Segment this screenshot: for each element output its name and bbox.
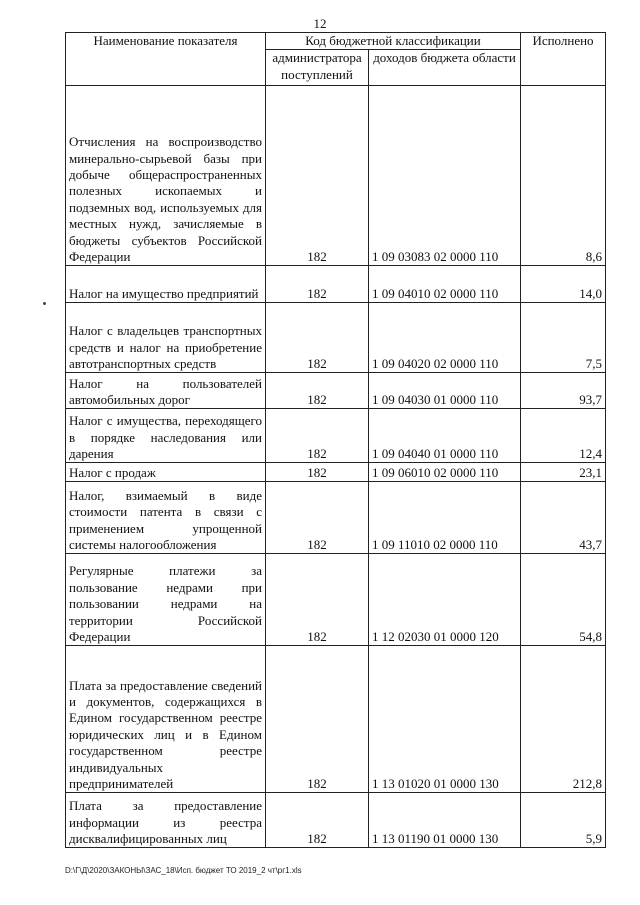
row-name: Налог, взимаемый в виде стоимости патента в связи с применением упрощенной системы налогообложения (66, 482, 266, 554)
row-admin: 182 (266, 409, 369, 463)
table-row (66, 86, 606, 266)
row-admin: 182 (266, 266, 369, 303)
header-executed: Исполнено (521, 33, 606, 86)
row-code: 1 09 04030 01 0000 110 (369, 373, 521, 409)
row-name: Плата за предоставление сведений и документов, содержащихся в Едином государственном реестре юридических лиц и в Едином государственном реестре индивидуальных предпринимателей (66, 646, 266, 793)
row-value: 54,8 (521, 554, 606, 646)
row-name: Налог на пользователей автомобильных дорог (66, 373, 266, 409)
page-number: 12 (313, 16, 327, 31)
table-row (66, 409, 606, 463)
row-value: 93,7 (521, 373, 606, 409)
row-code: 1 12 02030 01 0000 120 (369, 554, 521, 646)
table-row (66, 554, 606, 646)
row-code: 1 09 03083 02 0000 110 (369, 86, 521, 266)
row-admin: 182 (266, 373, 369, 409)
row-admin: 182 (266, 303, 369, 373)
row-code: 1 13 01190 01 0000 130 (369, 793, 521, 848)
row-value: 5,9 (521, 793, 606, 848)
header-name: Наименование показателя (66, 33, 266, 86)
row-code: 1 13 01020 01 0000 130 (369, 646, 521, 793)
table-row (66, 793, 606, 848)
row-value: 212,8 (521, 646, 606, 793)
row-code: 1 09 06010 02 0000 110 (369, 463, 521, 482)
row-name: Отчисления на воспроизводство минерально-сырьевой базы при добыче общераспространенных полезных ископаемых и подземных вод, используемых для местных нужд, зачисляемые в бюджеты субъектов Российской Федерации (66, 86, 266, 266)
table-row (66, 463, 606, 482)
row-name: Плата за предоставление информации из реестра дисквалифицированных лиц (66, 793, 266, 848)
row-name: Регулярные платежи за пользование недрами при пользовании недрами на территории Российской Федерации (66, 554, 266, 646)
row-value: 8,6 (521, 86, 606, 266)
row-value: 12,4 (521, 409, 606, 463)
row-name: Налог с продаж (66, 463, 266, 482)
table-row (66, 303, 606, 373)
stray-mark (43, 302, 46, 305)
header-row-1 (66, 33, 606, 50)
row-value: 43,7 (521, 482, 606, 554)
row-code: 1 09 04010 02 0000 110 (369, 266, 521, 303)
row-admin: 182 (266, 86, 369, 266)
row-admin: 182 (266, 463, 369, 482)
header-code-group: Код бюджетной классификации (266, 33, 521, 50)
row-admin: 182 (266, 646, 369, 793)
row-value: 7,5 (521, 303, 606, 373)
table-row (66, 266, 606, 303)
row-code: 1 09 11010 02 0000 110 (369, 482, 521, 554)
row-admin: 182 (266, 793, 369, 848)
row-admin: 182 (266, 554, 369, 646)
header-admin: администратора поступлений (266, 50, 369, 86)
table-row (66, 373, 606, 409)
file-path-footer: D:\Г\Д\2020\ЗАКОНЫ\ЗАС_18\Исп. бюджет ТО 2019_2 чт\рг1.xls (65, 866, 302, 875)
row-name: Налог на имущество предприятий (66, 266, 266, 303)
row-value: 23,1 (521, 463, 606, 482)
row-admin: 182 (266, 482, 369, 554)
row-name: Налог с имущества, переходящего в порядке наследования или дарения (66, 409, 266, 463)
row-name: Налог с владельцев транспортных средств и налог на приобретение автотранспортных средств (66, 303, 266, 373)
row-code: 1 09 04020 02 0000 110 (369, 303, 521, 373)
table-row (66, 482, 606, 554)
table-row (66, 646, 606, 793)
budget-table (65, 32, 606, 848)
row-code: 1 09 04040 01 0000 110 (369, 409, 521, 463)
row-value: 14,0 (521, 266, 606, 303)
header-income: доходов бюджета области (369, 50, 521, 86)
